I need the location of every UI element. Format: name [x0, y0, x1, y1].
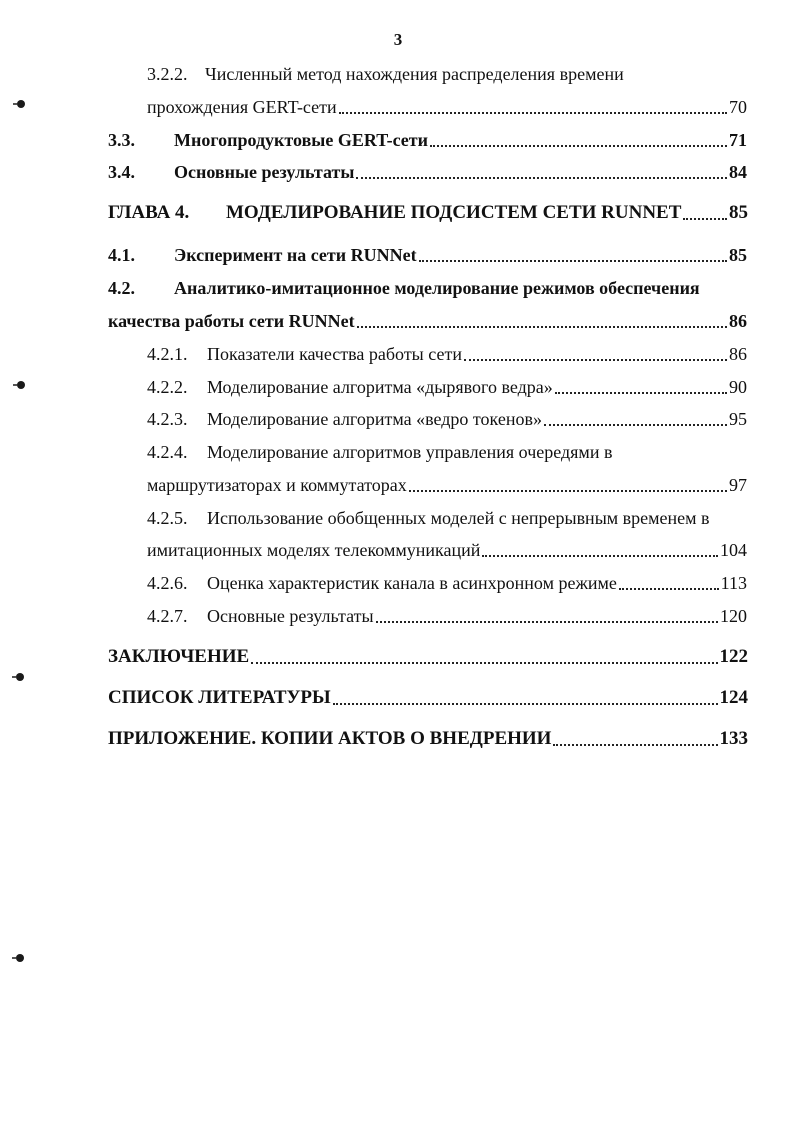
- toc-entry-number: 4.2.5.: [147, 508, 188, 528]
- toc-entry-title: Основные результаты: [174, 162, 355, 182]
- toc-entry-number: 3.2.2.: [147, 64, 188, 84]
- toc-entry-number: 4.2.7.: [147, 606, 188, 626]
- toc-entry-page: 97: [729, 475, 747, 495]
- toc-entry-4-2-4: [147, 440, 747, 464]
- toc-entry-4-2-4-cont: [147, 473, 747, 497]
- toc-entry-page: 86: [729, 344, 747, 364]
- toc-entry-title: имитационных моделях телекоммуникаций: [147, 540, 481, 560]
- toc-entry-4-2-6: [147, 571, 747, 595]
- dot-leader: [683, 218, 727, 220]
- dot-leader: [419, 260, 727, 262]
- toc-entry-title: Многопродуктовые GERT-сети: [174, 130, 428, 150]
- toc-entry-page: 113: [720, 573, 747, 593]
- dot-leader: [482, 555, 718, 557]
- toc-entry-page: 95: [729, 409, 747, 429]
- toc-entry-title: качества работы сети RUNNet: [108, 311, 355, 331]
- toc-entry-3-2-2-cont: [147, 95, 747, 119]
- toc-appendix: [108, 727, 748, 751]
- dot-leader: [356, 177, 727, 179]
- dot-leader: [333, 703, 718, 705]
- punch-hole-mark: [16, 673, 24, 681]
- toc-conclusion: [108, 645, 748, 669]
- dot-leader: [409, 490, 727, 492]
- toc-entry-title: СПИСОК ЛИТЕРАТУРЫ: [108, 687, 331, 708]
- toc-entry-4-2: [108, 276, 748, 300]
- toc-entry-4-2-3: [147, 407, 747, 431]
- toc-entry-4-2-7: [147, 604, 747, 628]
- toc-entry-title: Показатели качества работы сети: [207, 344, 462, 364]
- toc-entry-title: Оценка характеристик канала в асинхронном режиме: [207, 573, 617, 593]
- toc-entry-page: 124: [719, 687, 748, 708]
- toc-entry-page: 71: [729, 130, 747, 150]
- toc-entry-3-4: [108, 160, 747, 184]
- toc-entry-title: Использование обобщенных моделей с непрерывным временем в: [207, 508, 710, 528]
- punch-hole-mark: [17, 100, 25, 108]
- dot-leader: [376, 621, 718, 623]
- dot-leader: [430, 145, 727, 147]
- toc-entry-4-2-5-cont: [147, 538, 747, 562]
- toc-entry-title: Аналитико-имитационное моделирование режимов обеспечения: [174, 278, 700, 298]
- toc-entry-page: 85: [729, 202, 748, 223]
- dot-leader: [251, 662, 717, 664]
- toc-entry-title: Численный метод нахождения распределения времени: [205, 64, 624, 84]
- toc-entry-title: Эксперимент на сети RUNNet: [174, 245, 417, 265]
- dot-leader: [357, 326, 727, 328]
- dot-leader: [619, 588, 719, 590]
- toc-entry-number: 3.4.: [108, 162, 135, 182]
- toc-entry-number: 4.1.: [108, 245, 135, 265]
- toc-entry-title: Моделирование алгоритма «ведро токенов»: [207, 409, 542, 429]
- toc-entry-page: 122: [719, 646, 748, 667]
- punch-hole-mark: [17, 381, 25, 389]
- toc-entry-3-3: [108, 128, 747, 152]
- toc-entry-4-2-2: [147, 375, 747, 399]
- toc-entry-number: 4.2.2.: [147, 377, 188, 397]
- toc-entry-number: 4.2.6.: [147, 573, 188, 593]
- dot-leader: [464, 359, 727, 361]
- toc-entry-3-2-2: [147, 62, 737, 86]
- punch-hole-mark: [16, 954, 24, 962]
- toc-entry-page: 85: [729, 245, 747, 265]
- toc-entry-title: МОДЕЛИРОВАНИЕ ПОДСИСТЕМ СЕТИ RUNNET: [226, 202, 682, 223]
- toc-entry-number: ГЛАВА 4.: [108, 202, 190, 223]
- dot-leader: [339, 112, 727, 114]
- toc-entry-title: Основные результаты: [207, 606, 374, 626]
- toc-entry-page: 86: [729, 311, 747, 331]
- toc-entry-4-2-5: [147, 506, 747, 530]
- toc-entry-number: 4.2.: [108, 278, 135, 298]
- dot-leader: [553, 744, 717, 746]
- toc-entry-page: 133: [719, 728, 748, 749]
- dot-leader: [544, 424, 727, 426]
- toc-entry-4-2-cont: [108, 309, 747, 333]
- toc-entry-title: Моделирование алгоритма «дырявого ведра»: [207, 377, 553, 397]
- toc-entry-number: 4.2.3.: [147, 409, 188, 429]
- toc-entry-4-1: [108, 243, 747, 267]
- toc-entry-title: ЗАКЛЮЧЕНИЕ: [108, 646, 250, 667]
- toc-entry-page: 104: [720, 540, 747, 560]
- toc-entry-4-2-1: [147, 342, 747, 366]
- toc-entry-number: 4.2.1.: [147, 344, 188, 364]
- toc-entry-page: 90: [729, 377, 747, 397]
- toc-entry-page: 120: [720, 606, 747, 626]
- toc-entry-title: Моделирование алгоритмов управления очередями в: [207, 442, 613, 462]
- toc-entry-title: прохождения GERT-сети: [147, 97, 337, 117]
- toc-entry-number: 3.3.: [108, 130, 135, 150]
- page-number: 3: [393, 30, 403, 49]
- toc-entry-number: 4.2.4.: [147, 442, 188, 462]
- toc-entry-title: ПРИЛОЖЕНИЕ. КОПИИ АКТОВ О ВНЕДРЕНИИ: [108, 728, 552, 749]
- toc-references: [108, 686, 748, 710]
- toc-chapter-4: [108, 201, 748, 225]
- toc-entry-page: 70: [729, 97, 747, 117]
- toc-entry-page: 84: [729, 162, 747, 182]
- dot-leader: [555, 392, 727, 394]
- toc-entry-title: маршрутизаторах и коммутаторах: [147, 475, 407, 495]
